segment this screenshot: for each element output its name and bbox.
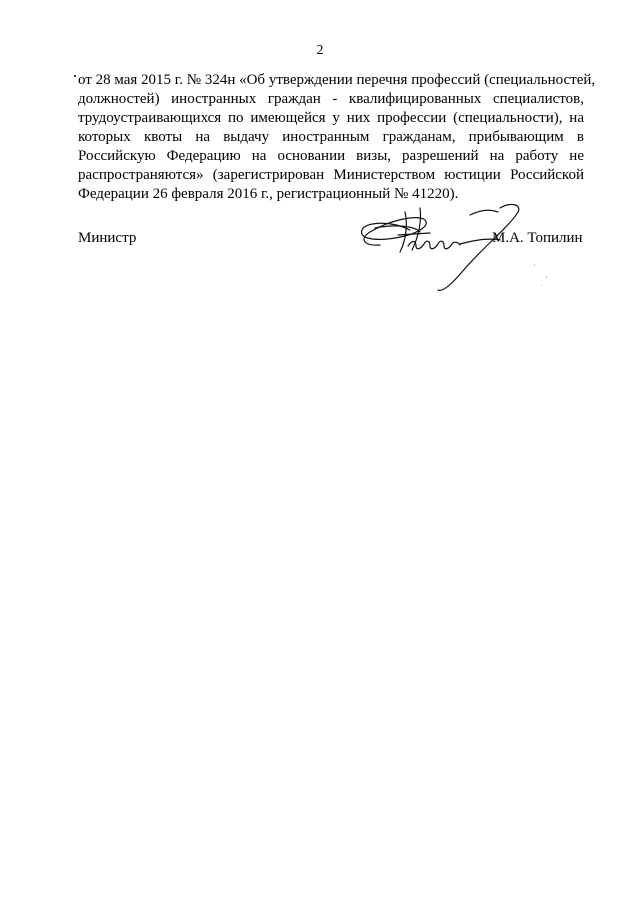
scan-artifact (74, 75, 76, 77)
body-line: Федерации 26 февраля 2016 г., регистрационный № 41220). (78, 186, 459, 202)
signatory-name: М.А. Топилин (492, 230, 583, 246)
scan-artifact (546, 276, 547, 278)
document-body-paragraph (78, 71, 596, 204)
scan-artifact (541, 285, 542, 286)
page-number: 2 (316, 43, 324, 58)
body-line: от 28 мая 2015 г. № 324н «Об утверждении перечня профессий (специальностей, (78, 72, 596, 88)
scan-artifact (534, 264, 535, 266)
body-line: должностей) иностранных граждан - квалифицированных специалистов, (78, 91, 584, 107)
body-line: которых квоты на выдачу иностранным гражданам, прибывающим в (78, 129, 584, 145)
signatory-title: Министр (78, 230, 137, 246)
body-line: трудоустраивающихся по имеющейся у них профессии (специальности), на (78, 110, 584, 126)
body-line: распространяются» (зарегистрирован Министерством юстиции Российской (78, 167, 584, 183)
body-line: Российскую Федерацию на основании визы, разрешений на работу не (78, 148, 584, 164)
